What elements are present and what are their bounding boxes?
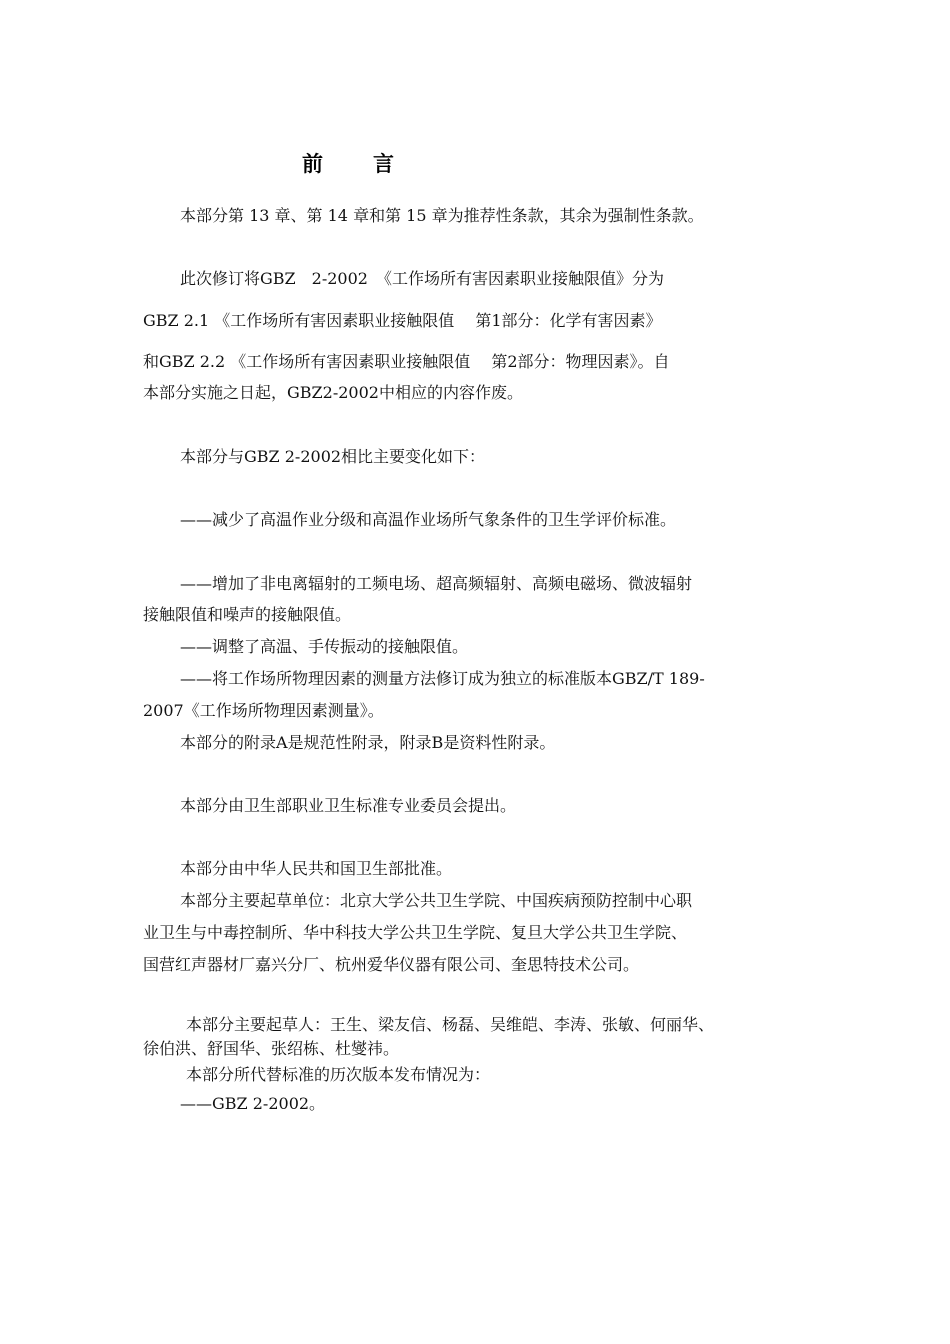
text-line: 本部分与GBZ 2-2002相比主要变化如下： [180,447,486,466]
text-line: ——将工作场所物理因素的测量方法修订成为独立的标准版本GBZ/T 189- [180,669,705,688]
text-line: ——减少了高温作业分级和高温作业场所气象条件的卫生学评价标准。 [180,510,677,529]
text-line: 徐伯洪、舒国华、张绍栋、杜燮祎。 [143,1039,400,1058]
text-line: 本部分的附录A是规范性附录，附录B是资料性附录。 [180,733,556,752]
text-line: 本部分由卫生部职业卫生标准专业委员会提出。 [180,796,517,815]
text-line: GBZ 2.1 《工作场所有害因素职业接触限值 第1部分：化学有害因素》 [143,311,662,330]
text-line: ——调整了高温、手传振动的接触限值。 [180,637,469,656]
text-line: 本部分实施之日起，GBZ2-2002中相应的内容作废。 [143,383,523,402]
text-line: 本部分主要起草人：王生、梁友信、杨磊、吴维皑、李涛、张敏、何丽华、 [186,1015,715,1034]
text-line: ——增加了非电离辐射的工频电场、超高频辐射、高频电磁场、微波辐射 [180,574,693,593]
text-line: 本部分所代替标准的历次版本发布情况为： [186,1065,491,1084]
text-line: 国营红声器材厂嘉兴分厂、杭州爱华仪器有限公司、奎思特技术公司。 [143,955,640,974]
text-line: 此次修订将GBZ 2-2002 《工作场所有害因素职业接触限值》分为 [180,269,664,288]
text-line: 业卫生与中毒控制所、华中科技大学公共卫生学院、复旦大学公共卫生学院、 [143,923,688,942]
text-line: 和GBZ 2.2 《工作场所有害因素职业接触限值 第2部分：物理因素》。自 [143,352,670,371]
text-line: 本部分主要起草单位：北京大学公共卫生学院、中国疾病预防控制中心职 [180,891,693,910]
text-line: 2007《工作场所物理因素测量》。 [143,701,384,720]
text-line: ——GBZ 2-2002。 [180,1094,326,1113]
text-line: 本部分由中华人民共和国卫生部批准。 [180,859,453,878]
text-line: 本部分第 13 章、第 14 章和第 15 章为推荐性条款，其余为强制性条款。 [180,206,704,225]
page-title: 前言 [302,151,444,176]
text-line: 接触限值和噪声的接触限值。 [143,605,352,624]
